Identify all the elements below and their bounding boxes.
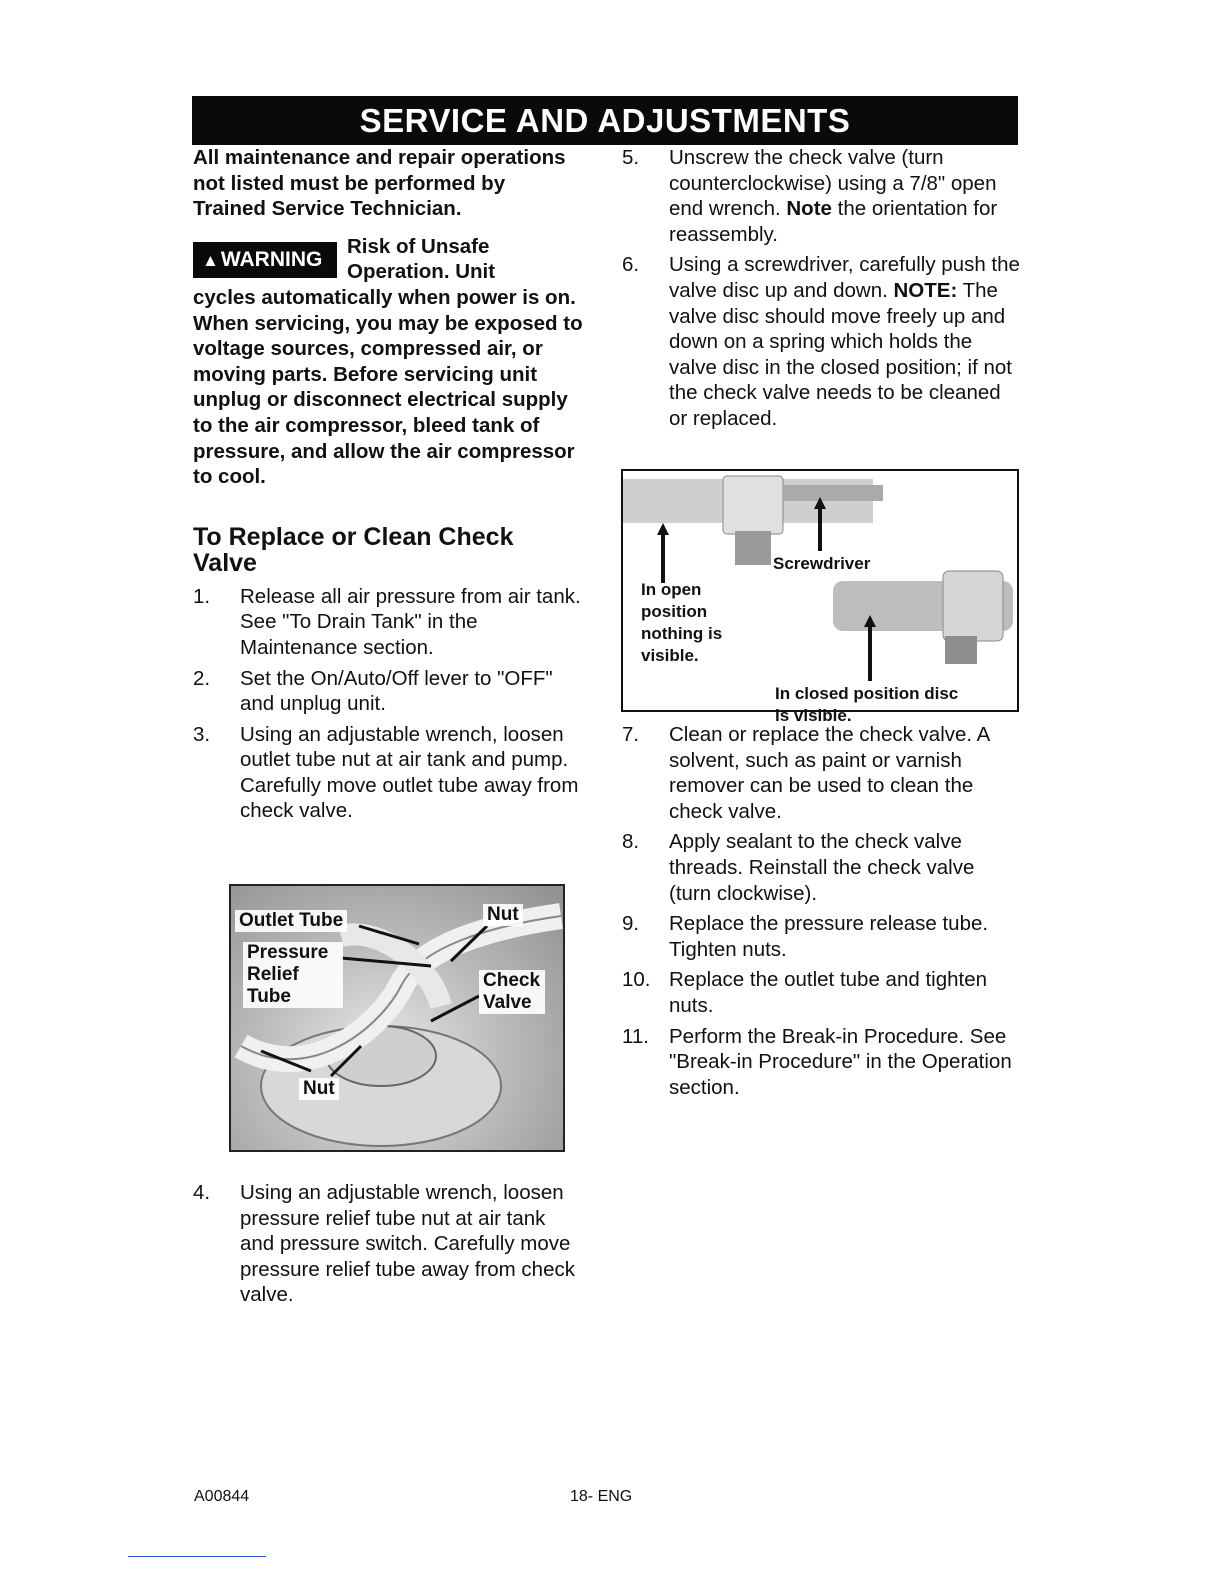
page-number: 18- ENG: [570, 1488, 633, 1505]
list-item: 8. Apply sealant to the check valve threads. Reinstall the check valve (turn clockwise).: [622, 830, 975, 905]
intro-text: All maintenance and repair operations not listed must be performed by Trained Service Technician.: [193, 146, 566, 221]
warning-text: cycles automatically when power is on. When servicing, you may be exposed to voltage sources, compressed air, or moving parts. Before servicing unit unplug or disconnect electrical supply to the air compressor, bleed tank of pressure, and allow the air compressor to cool.: [193, 285, 583, 489]
warning-block: [193, 234, 583, 490]
list-item: 7. Clean or replace the check valve. A solvent, such as paint or varnish remover can be used to clean the check valve.: [622, 723, 990, 823]
footer-rule: [128, 1556, 266, 1557]
section-header: [192, 96, 1018, 145]
warning-badge: [193, 242, 337, 278]
check-valve-photo: [229, 884, 565, 1152]
label-check-valve: Check Valve: [479, 970, 545, 1014]
list-item: 2. Set the On/Auto/Off lever to "OFF" and unplug unit.: [193, 666, 553, 716]
check-valve-positions-figure: [621, 469, 1019, 725]
document-code: A00844: [194, 1488, 250, 1505]
list-item: 3. Using an adjustable wrench, loosen outlet tube nut at air tank and pump. Carefully move outlet tube away from check valve.: [193, 722, 579, 823]
list-item: 6. Using a screwdriver, carefully push the valve disc up and down. NOTE: The valve disc should move freely up and down on a spring which holds the valve disc in the closed position; if not the check valve needs to be cleaned or replaced.: [622, 253, 1020, 430]
right-column-lower: [622, 722, 1022, 1105]
list-item: 10. Replace the outlet tube and tighten nuts.: [622, 968, 987, 1017]
steps-list-left: [193, 584, 583, 824]
left-column: [193, 145, 583, 829]
label-closed-position: In closed position disc is visible.: [775, 684, 959, 725]
right-column: [622, 145, 1022, 437]
steps-list-right-bottom: [622, 722, 1022, 1100]
label-nut-bottom: Nut: [299, 1078, 339, 1100]
warning-lead: Risk of Unsafe Operation. Unit: [347, 234, 496, 284]
list-item: 9. Replace the pressure release tube. Tighten nuts.: [622, 912, 989, 961]
warning-triangle-icon: ▲: [202, 250, 219, 270]
list-item: 4. Using an adjustable wrench, loosen pressure relief tube nut at air tank and pressure switch. Carefully move pressure relief tube away from check valve.: [193, 1181, 575, 1307]
list-item: 5. Unscrew the check valve (turn counterclockwise) using a 7/8" open end wrench. Note the orientation for reassembly.: [622, 146, 998, 246]
section-title: To Replace or Clean Check Valve: [193, 522, 514, 577]
steps-list-right-top: [622, 145, 1022, 432]
header-title: SERVICE AND ADJUSTMENTS: [359, 101, 851, 139]
list-item: 1. Release all air pressure from air tank. See "To Drain Tank" in the Maintenance section.: [193, 584, 581, 659]
warning-badge-label: WARNING: [220, 247, 323, 271]
label-outlet-tube: Outlet Tube: [235, 910, 347, 932]
steps-list-step4: [193, 1180, 583, 1308]
label-open-position: In open position nothing is visible.: [641, 580, 723, 665]
label-nut-top: Nut: [483, 904, 523, 926]
label-screwdriver: Screwdriver: [773, 554, 871, 573]
label-pressure-relief-tube: Pressure Relief Tube: [243, 942, 343, 1008]
list-item: 11. Perform the Break-in Procedure. See "Break-in Procedure" in the Operation section.: [622, 1024, 1012, 1099]
step-4-block: [193, 1180, 583, 1313]
